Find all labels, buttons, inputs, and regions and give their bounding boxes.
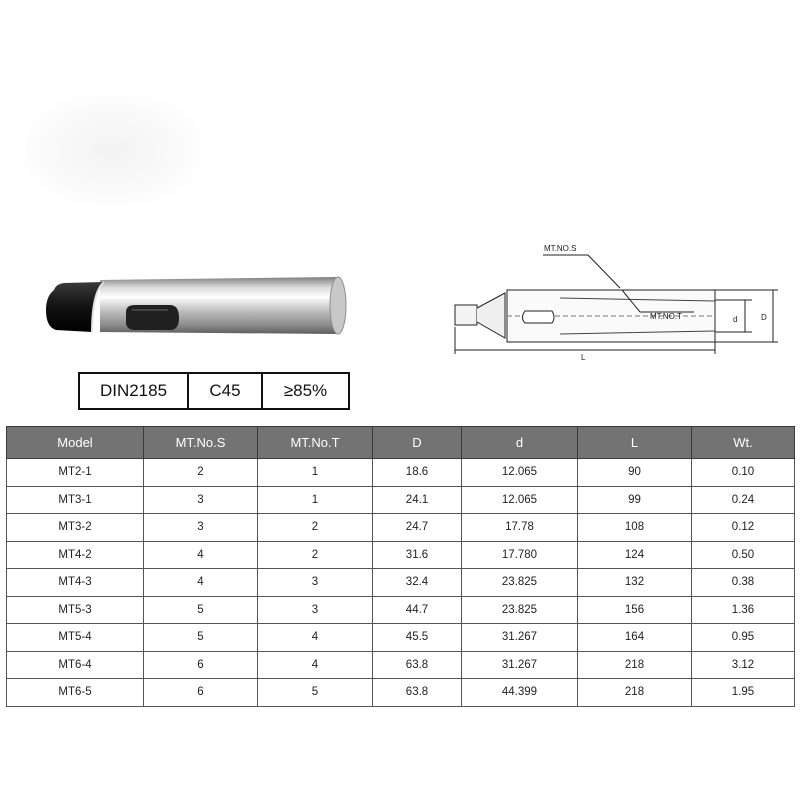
cell-model: MT4-3 xyxy=(7,569,144,597)
spec-standard: DIN2185 xyxy=(99,381,168,400)
cell-big-d: 63.8 xyxy=(373,679,462,707)
cell-big-d: 44.7 xyxy=(373,596,462,624)
cell-mt-no-t: 5 xyxy=(258,679,373,707)
cell-weight: 3.12 xyxy=(692,651,795,679)
cell-mt-no-s: 4 xyxy=(144,569,258,597)
cell-mt-no-t: 2 xyxy=(258,514,373,542)
cell-weight: 1.36 xyxy=(692,596,795,624)
table-row xyxy=(7,679,795,707)
header-weight: Wt. xyxy=(692,427,795,459)
label-mt-no-s: MT.NO.S xyxy=(544,244,577,253)
table-row xyxy=(7,459,795,487)
cell-weight: 0.12 xyxy=(692,514,795,542)
cell-model: MT3-1 xyxy=(7,486,144,514)
cell-length: 218 xyxy=(578,651,692,679)
cell-mt-no-t: 1 xyxy=(258,459,373,487)
cell-big-d: 63.8 xyxy=(373,651,462,679)
cell-weight: 0.95 xyxy=(692,624,795,652)
cell-length: 218 xyxy=(578,679,692,707)
cell-big-d: 31.6 xyxy=(373,541,462,569)
cell-model: MT4-2 xyxy=(7,541,144,569)
cell-model: MT6-4 xyxy=(7,651,144,679)
table-row xyxy=(7,541,795,569)
cell-weight: 0.50 xyxy=(692,541,795,569)
cell-weight: 0.10 xyxy=(692,459,795,487)
cell-mt-no-s: 5 xyxy=(144,596,258,624)
cell-mt-no-s: 3 xyxy=(144,514,258,542)
cell-weight: 0.38 xyxy=(692,569,795,597)
label-length: L xyxy=(581,353,586,362)
cell-model: MT2-1 xyxy=(7,459,144,487)
cell-big-d: 24.1 xyxy=(373,486,462,514)
label-mt-no-t: MT.NO.T xyxy=(650,312,682,321)
cell-small-d: 31.267 xyxy=(462,624,578,652)
header-length: L xyxy=(578,427,692,459)
label-big-d: D xyxy=(761,313,767,322)
label-small-d: d xyxy=(733,315,738,324)
dimension-diagram xyxy=(440,238,785,368)
cell-length: 90 xyxy=(578,459,692,487)
table-row xyxy=(7,651,795,679)
cell-model: MT5-4 xyxy=(7,624,144,652)
cell-mt-no-s: 5 xyxy=(144,624,258,652)
cell-small-d: 17.78 xyxy=(462,514,578,542)
table-row xyxy=(7,624,795,652)
header-mt-no-t: MT.No.T xyxy=(258,427,373,459)
table-row xyxy=(7,569,795,597)
cell-length: 99 xyxy=(578,486,692,514)
cell-small-d: 12.065 xyxy=(462,486,578,514)
taper-sleeve-photo xyxy=(40,272,360,342)
cell-mt-no-t: 4 xyxy=(258,651,373,679)
cell-big-d: 24.7 xyxy=(373,514,462,542)
cell-big-d: 45.5 xyxy=(373,624,462,652)
cell-mt-no-s: 2 xyxy=(144,459,258,487)
cell-small-d: 23.825 xyxy=(462,569,578,597)
cell-length: 132 xyxy=(578,569,692,597)
cell-small-d: 31.267 xyxy=(462,651,578,679)
cell-mt-no-t: 3 xyxy=(258,596,373,624)
cell-model: MT5-3 xyxy=(7,596,144,624)
cell-model: MT3-2 xyxy=(7,514,144,542)
cell-mt-no-s: 3 xyxy=(144,486,258,514)
cell-mt-no-s: 4 xyxy=(144,541,258,569)
cell-mt-no-s: 6 xyxy=(144,651,258,679)
spec-hardness: ≥85% xyxy=(261,374,348,408)
table-row xyxy=(7,514,795,542)
cell-mt-no-t: 1 xyxy=(258,486,373,514)
cell-big-d: 32.4 xyxy=(373,569,462,597)
cell-length: 108 xyxy=(578,514,692,542)
table-header-row xyxy=(7,427,795,459)
header-model: Model xyxy=(7,427,144,459)
spec-table xyxy=(6,426,795,707)
cell-length: 156 xyxy=(578,596,692,624)
header-big-d: D xyxy=(373,427,462,459)
cell-small-d: 23.825 xyxy=(462,596,578,624)
cell-model: MT6-5 xyxy=(7,679,144,707)
table-row xyxy=(7,596,795,624)
header-small-d: d xyxy=(462,427,578,459)
cell-mt-no-t: 4 xyxy=(258,624,373,652)
cell-mt-no-t: 2 xyxy=(258,541,373,569)
cell-mt-no-t: 3 xyxy=(258,569,373,597)
cell-weight: 0.24 xyxy=(692,486,795,514)
spec-row xyxy=(78,372,350,410)
cell-length: 164 xyxy=(578,624,692,652)
header-mt-no-s: MT.No.S xyxy=(144,427,258,459)
table-row xyxy=(7,486,795,514)
cell-small-d: 44.399 xyxy=(462,679,578,707)
cell-big-d: 18.6 xyxy=(373,459,462,487)
cell-length: 124 xyxy=(578,541,692,569)
cell-small-d: 17.780 xyxy=(462,541,578,569)
spec-material: C45 xyxy=(187,374,261,408)
cell-weight: 1.95 xyxy=(692,679,795,707)
cell-mt-no-s: 6 xyxy=(144,679,258,707)
background-smudge xyxy=(25,95,200,205)
cell-small-d: 12.065 xyxy=(462,459,578,487)
